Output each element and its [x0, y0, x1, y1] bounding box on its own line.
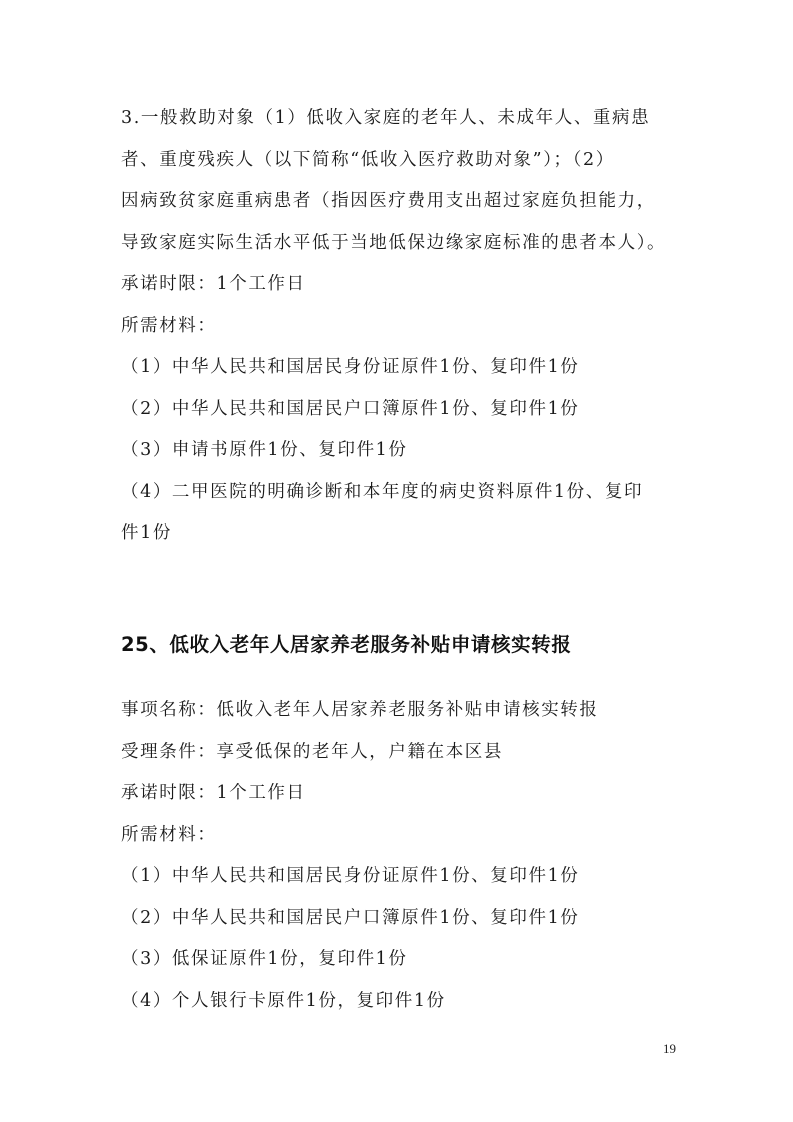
- material-item: （4）二甲医院的明确诊断和本年度的病史资料原件1份、复印: [121, 482, 644, 502]
- text-line: 因病致贫家庭重病患者（指因医疗费用支出超过家庭负担能力，: [121, 191, 656, 211]
- material-item: （1）中华人民共和国居民身份证原件1份、复印件1份: [121, 866, 580, 886]
- commitment-time-line: 承诺时限：1个工作日: [121, 274, 306, 294]
- acceptance-conditions-line: 受理条件：享受低保的老年人，户籍在本区县: [121, 742, 503, 762]
- material-item: （3）申请书原件1份、复印件1份: [121, 440, 408, 460]
- page-number: 19: [663, 1041, 676, 1056]
- material-item: （2）中华人民共和国居民户口簿原件1份、复印件1份: [121, 908, 580, 928]
- section-heading: 25、低收入老年人居家养老服务补贴申请核实转报: [121, 633, 572, 656]
- material-item: （3）低保证原件1份，复印件1份: [121, 949, 408, 969]
- text-line: 3.一般救助对象（1）低收入家庭的老年人、未成年人、重病患: [121, 108, 651, 128]
- materials-label: 所需材料：: [121, 316, 217, 336]
- text-line: 者、重度残疾人（以下简称“低收入医疗救助对象”）；（2）: [121, 150, 615, 170]
- item-name-line: 事项名称：低收入老年人居家养老服务补贴申请核实转报: [121, 700, 599, 720]
- material-item: （2）中华人民共和国居民户口簿原件1份、复印件1份: [121, 399, 580, 419]
- materials-label: 所需材料：: [121, 825, 217, 845]
- commitment-time-line: 承诺时限：1个工作日: [121, 783, 306, 803]
- material-item: （1）中华人民共和国居民身份证原件1份、复印件1份: [121, 357, 580, 377]
- material-item-continuation: 件1份: [121, 523, 172, 543]
- material-item: （4）个人银行卡原件1份，复印件1份: [121, 991, 446, 1011]
- text-line: 导致家庭实际生活水平低于当地低保边缘家庭标准的患者本人）。: [121, 233, 667, 253]
